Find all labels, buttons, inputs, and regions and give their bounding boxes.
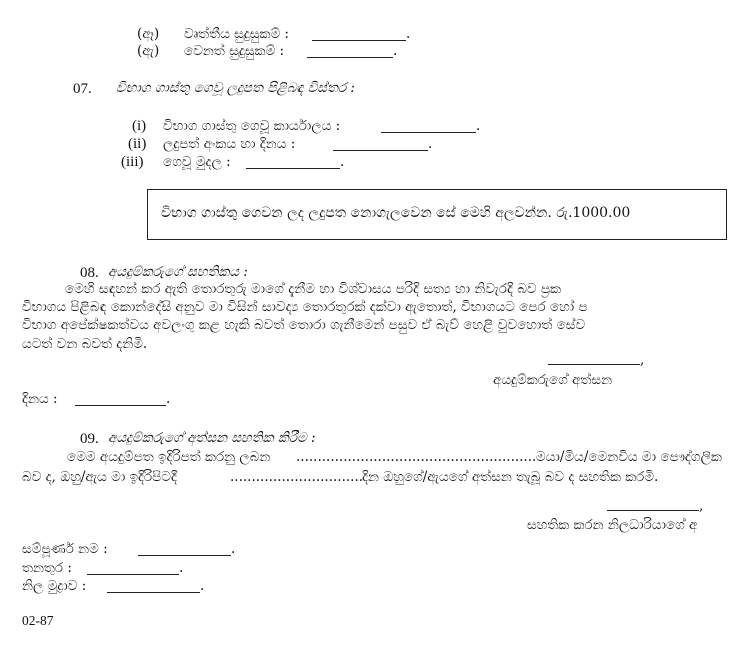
signature-comma: , <box>699 498 704 514</box>
sub-item-label-other: වෙනත් සුදුසුකම් : <box>184 43 285 59</box>
item-end: . <box>428 136 433 152</box>
certifying-officer-signature-label: සහතික කරන නිලධාරියාගේ අ <box>527 517 698 533</box>
attest-line-2-dots: ............................... <box>230 469 364 485</box>
amount-paid-line <box>246 168 340 169</box>
official-seal-label: නිල මුද්‍රාව : <box>22 578 87 594</box>
date-label: දිනය : <box>22 391 58 407</box>
other-qual-line <box>307 57 393 58</box>
item-iii-label: ගෙවූ මුදල : <box>163 154 231 170</box>
sub-item-end: . <box>406 26 411 42</box>
item-ii-marker: (ii) <box>128 136 147 152</box>
exam-fee-office-line <box>381 132 476 133</box>
section-09-number: 09. <box>80 431 99 447</box>
receipt-number-date-line <box>333 150 428 151</box>
section-08-number: 08. <box>80 265 99 281</box>
sub-item-end: . <box>393 43 398 59</box>
declaration-line-1: මෙහි සඳහන් කර ඇති තොරතුරු මාගේ දැනීම හා විශ්වාසය පරිදි සත්‍ය හා නිවැරදි බව ප්‍රක <box>65 281 561 297</box>
applicant-signature-label: අයදුම්කරුගේ අත්සන <box>493 372 613 388</box>
footer-code: 02-87 <box>22 613 54 628</box>
declaration-line-4: යටත් වන බවත් දනිමි. <box>22 336 148 352</box>
item-end: . <box>476 118 481 134</box>
applicant-signature-line <box>548 364 640 365</box>
full-name-label: සම්පූර්ණ නම : <box>22 541 108 557</box>
attest-line-1b: මයා/මිය/මෙනවිය මා පෞද්ගලික <box>536 449 722 465</box>
date-end: . <box>166 391 171 407</box>
attest-line-1-dots: ........................................................ <box>296 449 537 465</box>
declaration-line-2: විභාගය පිළිබඳ කොන්දේසි අනුව මා විසින් සාවද්‍ය තොරතුරක් දක්වා ඇතොත්, විභාගයට පෙර හෝ ප <box>22 299 588 315</box>
field-end: . <box>231 541 236 557</box>
attest-line-2b: දින ඔහුගේ/ඇයගේ අත්සන තැබූ බව ද සහතික කරමි. <box>362 469 659 485</box>
item-iii-marker: (iii) <box>121 154 144 170</box>
sub-item-label-professional: වෘත්තීය සුදුසුකම් : <box>184 26 289 42</box>
full-name-line <box>138 555 231 556</box>
date-line <box>75 405 166 406</box>
section-09-title: අයදුම්කරුගේ අත්සන සහතික කිරීම : <box>108 430 316 446</box>
official-seal-line <box>107 592 200 593</box>
receipt-paste-instruction: විභාග ගාස්තු ගෙවන ලද ලදුපත නොගැලවෙන සේ මෙහි අලවන්න. රු.1000.00 <box>161 205 631 221</box>
attest-line-2a: බව ද, ඔහු/ඇය මා ඉදිරිපිටදී <box>22 469 177 485</box>
designation-line <box>87 574 179 575</box>
field-end: . <box>179 560 184 576</box>
field-end: . <box>200 578 205 594</box>
section-07-number: 07. <box>73 81 92 97</box>
signature-comma: , <box>640 352 645 368</box>
sub-item-marker-ae: (ඇ) <box>137 43 160 59</box>
sub-item-marker-aa: (ඈ) <box>137 26 160 42</box>
item-end: . <box>340 154 345 170</box>
designation-label: තනතුර : <box>22 560 72 576</box>
attest-line-1a: මෙම අයදුම්පත ඉදිරිපත් කරනු ලබන <box>67 449 271 465</box>
declaration-line-3: විභාග අපේක්ෂකත්වය අවලංගු කළ හැකි බවත් තොරා ගැනීමෙන් පසුව ඒ බැව් හෙළි වුවහොත් සේව <box>22 317 586 333</box>
professional-qual-line <box>312 40 406 41</box>
item-i-label: විභාග ගාස්තු ගෙවූ කාර්යාලය : <box>163 118 341 134</box>
certifying-officer-signature-line <box>607 510 699 511</box>
item-ii-label: ලදුපත් අංකය හා දිනය : <box>163 136 296 152</box>
section-08-title: අයදුම්කරුගේ සහතිකය : <box>108 264 248 280</box>
section-07-title: විභාග ගාස්තු ගෙවූ ලදුපත පිළිබඳ විස්තර : <box>116 80 355 96</box>
item-i-marker: (i) <box>132 118 147 134</box>
